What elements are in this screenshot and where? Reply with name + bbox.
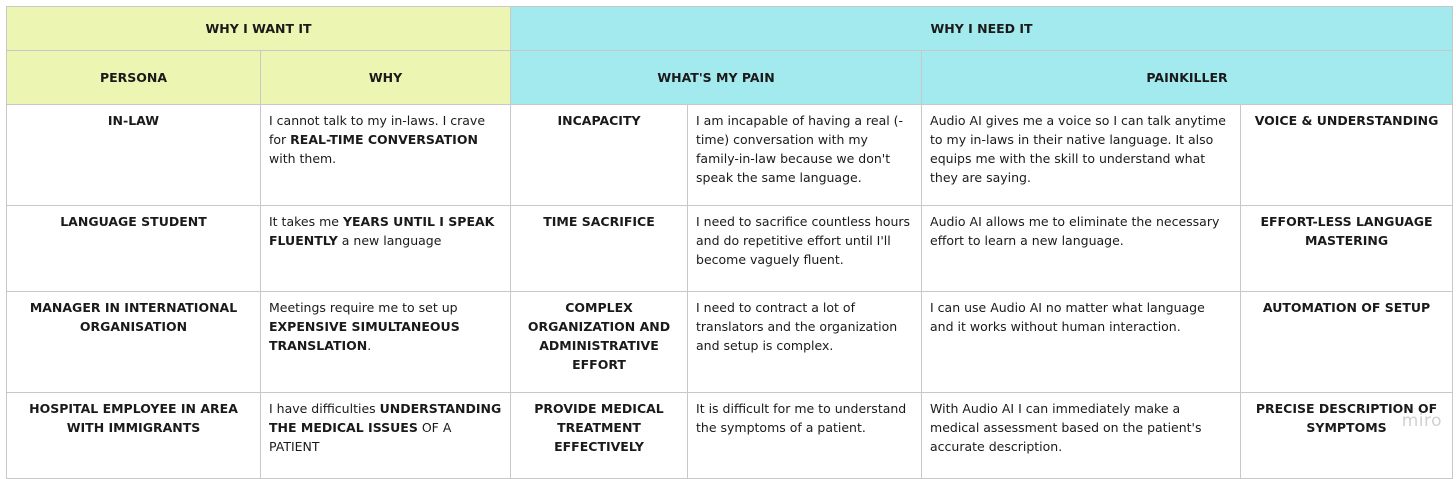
pain-text-cell: I need to sacrifice countless hours and do repetitive effort until I'll become vaguely fluent. — [688, 206, 922, 292]
header-painkiller: PAINKILLER — [922, 51, 1453, 105]
header-whats-my-pain: WHAT'S MY PAIN — [511, 51, 922, 105]
painkiller-title-cell: EFFORT-LESS LANGUAGE MASTERING — [1241, 206, 1453, 292]
pain-title-cell: TIME SACRIFICE — [511, 206, 688, 292]
header-persona: PERSONA — [7, 51, 261, 105]
table-row — [7, 105, 1453, 206]
painkiller-title-cell: PRECISE DESCRIPTION OF SYMPTOMS — [1241, 393, 1453, 479]
painkiller-title-cell: AUTOMATION OF SETUP — [1241, 292, 1453, 393]
painkiller-text-cell: Audio AI gives me a voice so I can talk anytime to my in-laws in their native language. It also equips me with the skill to understand what they are saying. — [922, 105, 1241, 206]
pain-text-cell: It is difficult for me to understand the symptoms of a patient. — [688, 393, 922, 479]
pain-text-cell: I am incapable of having a real (-time) conversation with my family-in-law because we don't speak the same language. — [688, 105, 922, 206]
group-header-row — [7, 7, 1453, 51]
why-cell: Meetings require me to set up EXPENSIVE SIMULTANEOUS TRANSLATION. — [261, 292, 511, 393]
why-cell: I have difficulties UNDERSTANDING THE MEDICAL ISSUES OF A PATIENT — [261, 393, 511, 479]
persona-cell: IN-LAW — [7, 105, 261, 206]
pain-title-cell: INCAPACITY — [511, 105, 688, 206]
why-cell: It takes me YEARS UNTIL I SPEAK FLUENTLY a new language — [261, 206, 511, 292]
table-row — [7, 206, 1453, 292]
header-why: WHY — [261, 51, 511, 105]
pain-title-cell: COMPLEX ORGANIZATION AND ADMINISTRATIVE EFFORT — [511, 292, 688, 393]
miro-watermark: miro — [1401, 411, 1442, 431]
why-cell: I cannot talk to my in-laws. I crave for REAL-TIME CONVERSATION with them. — [261, 105, 511, 206]
table-row — [7, 393, 1453, 479]
pain-title-cell: PROVIDE MEDICAL TREATMENT EFFECTIVELY — [511, 393, 688, 479]
painkiller-title-cell: VOICE & UNDERSTANDING — [1241, 105, 1453, 206]
persona-cell: MANAGER IN INTERNATIONAL ORGANISATION — [7, 292, 261, 393]
persona-cell: HOSPITAL EMPLOYEE IN AREA WITH IMMIGRANTS — [7, 393, 261, 479]
painkiller-text-cell: I can use Audio AI no matter what language and it works without human interaction. — [922, 292, 1241, 393]
column-header-row — [7, 51, 1453, 105]
persona-cell: LANGUAGE STUDENT — [7, 206, 261, 292]
pain-text-cell: I need to contract a lot of translators and the organization and setup is complex. — [688, 292, 922, 393]
painkiller-text-cell: With Audio AI I can immediately make a medical assessment based on the patient's accurate description. — [922, 393, 1241, 479]
table-row — [7, 292, 1453, 393]
header-why-i-want-it: WHY I WANT IT — [7, 7, 511, 51]
painkiller-text-cell: Audio AI allows me to eliminate the necessary effort to learn a new language. — [922, 206, 1241, 292]
header-why-i-need-it: WHY I NEED IT — [511, 7, 1453, 51]
persona-pain-table — [6, 6, 1453, 479]
